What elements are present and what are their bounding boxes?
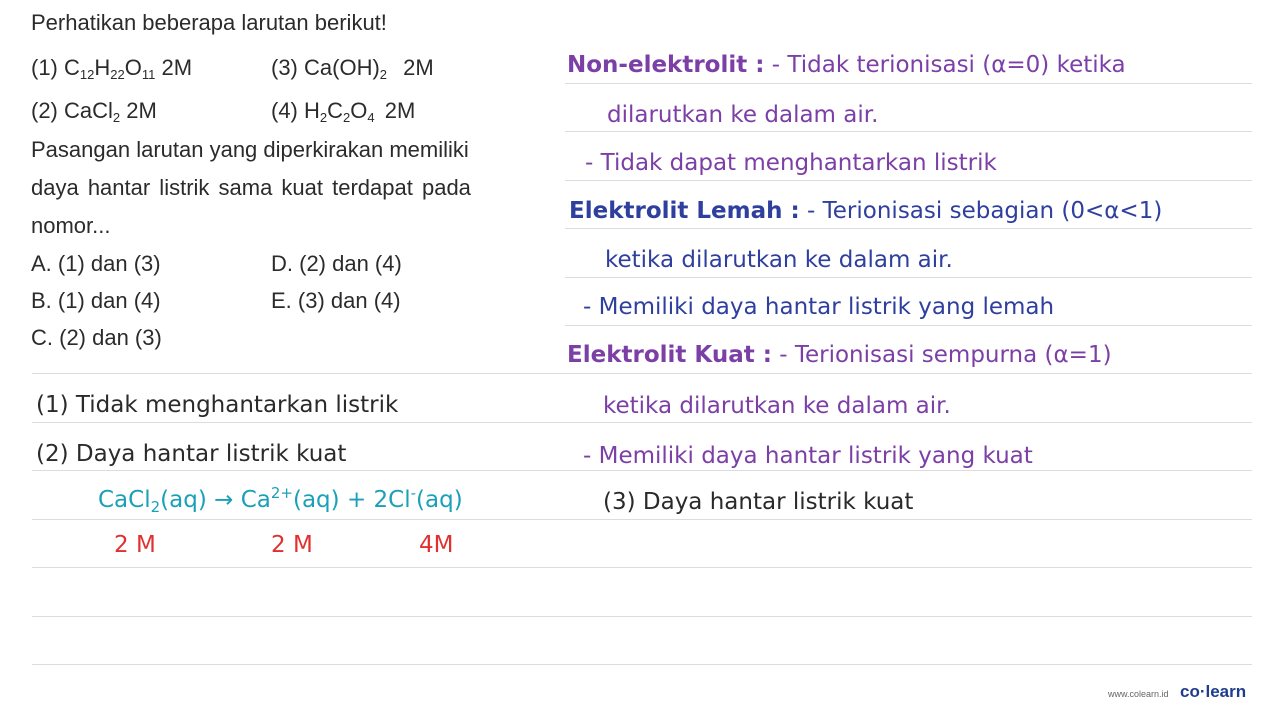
answer-item-2: (2) Daya hantar listrik kuat — [36, 441, 347, 467]
formula-subscript: 2 — [379, 67, 388, 82]
ruled-line — [32, 616, 1252, 617]
ruled-line — [32, 664, 1252, 665]
note-line: - Memiliki daya hantar listrik yang lemah — [583, 294, 1055, 320]
answer-item-3: (3) Daya hantar listrik kuat — [603, 489, 914, 515]
ruled-line — [32, 422, 1252, 423]
ruled-line — [32, 470, 1252, 471]
option-a: A. (1) dan (3) — [31, 251, 161, 276]
option-c: C. (2) dan (3) — [31, 325, 162, 350]
formula-part: H — [304, 98, 320, 123]
solution-formula — [64, 98, 120, 123]
note-line: dilarutkan ke dalam air. — [607, 102, 879, 128]
note-line: - Memiliki daya hantar listrik yang kuat — [583, 443, 1033, 469]
ruled-line — [32, 373, 1252, 374]
ruled-line — [565, 180, 1252, 181]
formula-subscript: 22 — [110, 67, 125, 82]
concentration-label: 2 M — [271, 532, 313, 558]
ruled-line — [565, 83, 1252, 84]
note-elektrolit-kuat: Elektrolit Kuat : - Terionisasi sempurna (α=1) — [567, 342, 1112, 368]
note-non-elektrolit: Non-elektrolit : - Tidak terionisasi (α=0) ketika — [567, 52, 1126, 78]
formula-subscript: 11 — [141, 67, 156, 82]
ruled-line — [565, 277, 1252, 278]
formula-part: C — [327, 98, 344, 123]
note-line: ketika dilarutkan ke dalam air. — [603, 393, 951, 419]
formula-part: O — [350, 98, 368, 123]
question-prompt-line: daya hantar listrik sama kuat terdapat pada — [31, 175, 471, 200]
solution-2: (2) CaCl$_2$ 2M — [31, 98, 157, 125]
option-b: B. (1) dan (4) — [31, 288, 161, 313]
note-line: ketika dilarutkan ke dalam air. — [605, 247, 953, 273]
formula-subscript: 4 — [367, 110, 375, 125]
solution-4: (4) $H_2C_2O_4$ 2M — [271, 98, 416, 125]
formula-subscript: 2 — [343, 110, 351, 125]
question-prompt-line: Pasangan larutan yang diperkirakan memiliki — [31, 137, 469, 162]
formula-part: O — [124, 55, 142, 80]
concentration-label: 2 M — [114, 532, 156, 558]
formula-part: CaCl — [64, 98, 113, 123]
solution-1: (1) $C_{12}H_{22}O_{11}$ 2M — [31, 55, 193, 82]
formula-part: Ca(OH) — [304, 55, 380, 80]
formula-subscript: 12 — [79, 67, 95, 82]
formula-part: H — [94, 55, 111, 80]
ruled-line — [565, 228, 1252, 229]
solution-formula — [304, 98, 375, 123]
question-intro: Perhatikan beberapa larutan berikut! — [31, 10, 387, 35]
ruled-line — [565, 325, 1252, 326]
brand-url: www.colearn.id — [1108, 689, 1169, 699]
option-e: E. (3) dan (4) — [271, 288, 401, 313]
dissociation-equation: CaCl$_2$(aq) → $Ca^{2+}(aq) + 2Cl^-(aq)$ — [98, 484, 463, 516]
colearn-logo: co·learn — [1180, 682, 1247, 701]
note-elektrolit-lemah: Elektrolit Lemah : - Terionisasi sebagian (0<α<1) — [569, 198, 1163, 224]
formula-part: C — [64, 55, 80, 80]
ruled-line — [32, 567, 1252, 568]
note-line: - Tidak dapat menghantarkan listrik — [585, 150, 997, 176]
ruled-line — [565, 131, 1252, 132]
solution-formula — [304, 55, 387, 80]
solution-3: (3) $Ca(OH)_2$ 2M — [271, 55, 434, 82]
ruled-line — [32, 519, 1252, 520]
answer-item-1: (1) Tidak menghantarkan listrik — [36, 392, 399, 418]
solution-formula — [64, 55, 155, 80]
formula-subscript: 2 — [319, 110, 328, 125]
arrow-icon: → — [214, 487, 234, 513]
option-d: D. (2) dan (4) — [271, 251, 402, 276]
question-prompt-line: nomor... — [31, 213, 111, 238]
concentration-label: 4M — [419, 532, 454, 558]
formula-subscript: 2 — [112, 110, 121, 125]
